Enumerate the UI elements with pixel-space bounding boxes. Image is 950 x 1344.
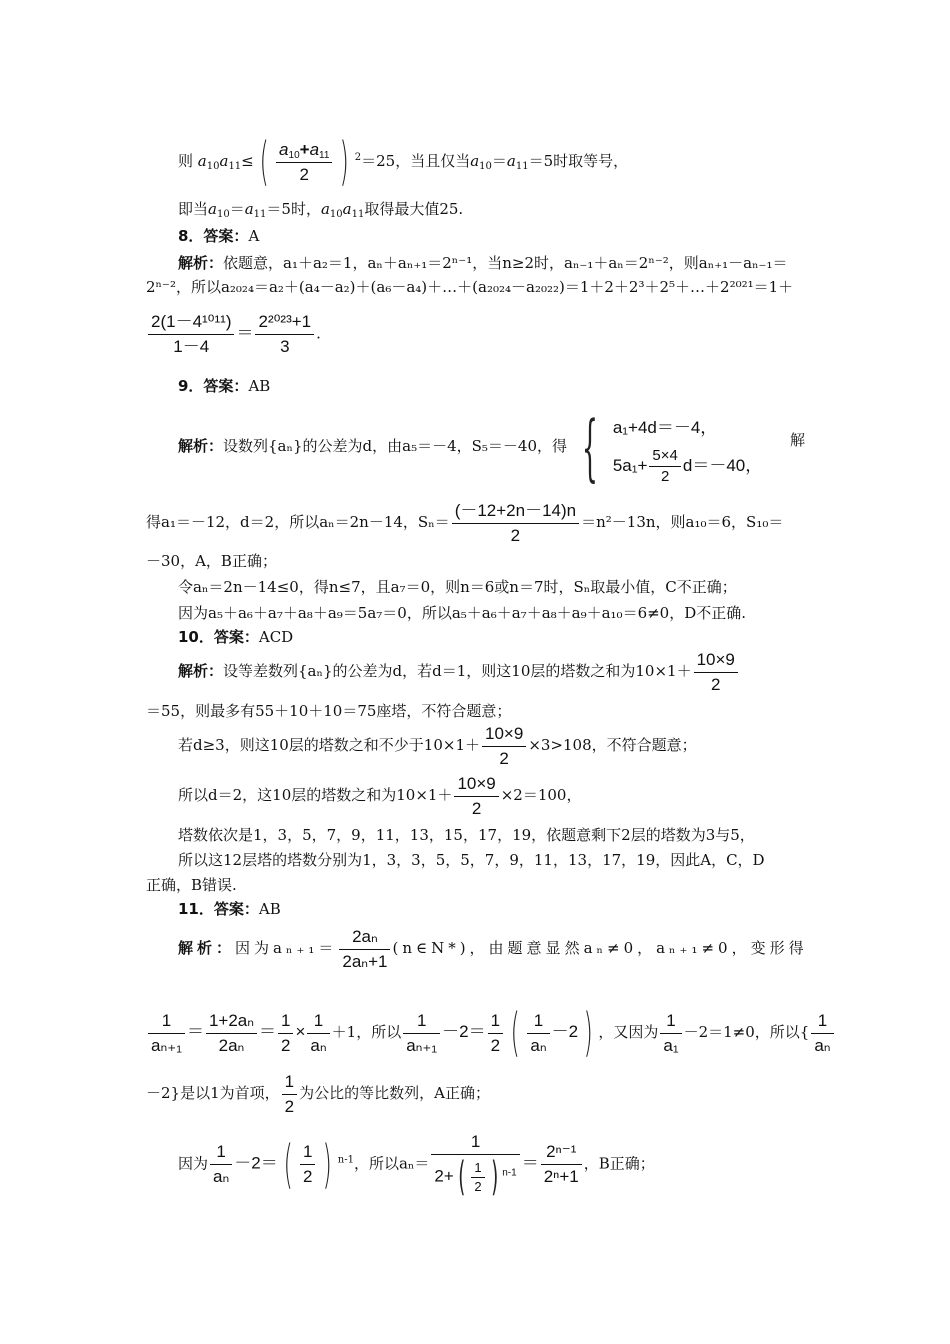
q10-analysis-line3: 若d≥3，则这10层的塔数之和不少于10×1＋ $\frac{10\times 9}{2}$ ×3>108，不符合题意； [178,723,697,768]
q10-analysis-line6: 所以这12层塔的塔数分别为1，3，3，5，5，7，9，11，13，17，19，因此A，C，D [178,851,765,869]
le-sign: ≤ [241,152,254,170]
q10-analysis-line7: 正确，B错误. [146,876,237,894]
q9-analysis-line1: 解析：设数列{aₙ}的公差为d，由a₅＝－4，S₅＝－40，得 { a₁+4d＝－4， 5a₁+ $\frac{5\times 4}{2}$ d＝－40， [178,405,763,489]
q9-analysis-line2: 得a₁＝－12，d＝2，所以aₙ＝2n－14，Sₙ＝ $\frac{(-12+2n-14)n}{2}$ ＝n²－13n，则a₁₀＝6，S₁₀＝ [146,500,784,545]
q9-answer: 9．答案：AB [178,377,271,395]
q11-analysis-line1: 解析：因为aₙ₊₁＝ $\frac{\text{2aₙ}}{\text{2aₙ+1}}$ (n∈N*)，由题意显然aₙ≠0，aₙ₊₁≠0，变形得 [178,926,808,971]
q10-analysis-line5: 塔数依次是1，3，5，7，9，11，13，15，17，19，依题意剩下2层的塔数为3与5， [178,826,755,844]
line-max-product: 则 $a_{10}a_{11}\le$ ( $\frac{a_{10}+a_{11}}{2}$ ) $^2$＝25，当且仅当$a_{10}=a_{11}=5$时取等号， [178,132,629,192]
q11-answer: 11．答案：AB [178,900,281,918]
q9-analysis-line3: －30，A，B正确； [146,552,277,570]
text: ＝25，当且仅当 [361,152,471,170]
q8-result: $\frac{\text{2(1－4¹⁰¹¹)}}{1-4}$ ＝ $\frac{\text{2²⁰²³+1}}{3}$ . [146,312,321,357]
q8-analysis-line1: 解析：依题意，a₁＋a₂＝1，aₙ＋aₙ₊₁＝2ⁿ⁻¹，当n≥2时，aₙ₋₁＋aₙ＝2ⁿ⁻²，则aₙ₊₁－aₙ₋₁＝ [178,254,788,272]
q9-analysis-line4: 令aₙ＝2n－14≤0，得n≤7，且a₇＝0，则n＝6或n＝7时，Sₙ取最小值，C不正确； [178,578,737,596]
q8-analysis-line2: 2ⁿ⁻²，所以a₂₀₂₄＝a₂＋(a₄－a₂)＋(a₆－a₄)＋…＋(a₂₀₂₄－a₂₀₂₂)＝1＋2＋2³＋2⁵＋…＋2²⁰²¹＝1＋ [146,278,794,296]
equation-system: a₁+4d＝－4， 5a₁+ $\frac{5\times 4}{2}$ d＝－40， [612,418,763,486]
q9-jie: 解 [790,431,806,449]
text: 则 [178,152,194,170]
q10-answer: 10．答案：ACD [178,628,294,646]
q10-analysis-line1: 解析：设等差数列{aₙ}的公差为d，若d＝1，则这10层的塔数之和为10×1＋ $\frac{10\times 9}{2}$ [178,648,740,695]
q8-answer: 8．答案：A [178,227,260,245]
q9-analysis-line5: 因为a₅＋a₆＋a₇＋a₈＋a₉＝5a₇＝0，所以a₅＋a₆＋a₇＋a₈＋a₉＋a₁₀＝6≠0，D不正确. [178,604,747,622]
line-max-value: 即当$a_{10}=a_{11}=5$时，$a_{10}a_{11}$取得最大值25. [178,200,464,220]
q10-analysis-line2: ＝55，则最多有55＋10＋10＝75座塔，不符合题意； [146,702,512,720]
q11-analysis-line3: －2}是以1为首项， $\frac{1}{2}$ 为公比的等比数列，A正确； [146,1071,490,1116]
q11-analysis-line2: $\frac{1}{\text{aₙ₊₁}}$ ＝ $\frac{\text{1+2aₙ}}{\text{2aₙ}}$ ＝ $\frac{1}{2}$ × $\frac{1}{\text{aₙ}}$ ＋1，所以 $\frac{1}{\text{aₙ₊₁}}$ －2＝ $\frac{1}{2}$ ( $\frac{1}{\text{aₙ}}$ －2 ) ，又因为 $\frac{1}{\text{a₁}}$ －2＝1≠0，所以{ $\frac{1}{\text{aₙ}}$ [146,1007,836,1059]
q10-analysis-line4: 所以d＝2，这10层的塔数之和为10×1＋ $\frac{10\times 9}{2}$ ×2＝100， [178,773,582,818]
text: ＝5时取等号， [528,152,629,170]
q11-analysis-line4: 因为 $\frac{1}{\text{aₙ}}$ －2＝ ( $\frac{1}{2}$ ) $^{n-1}$，所以aₙ＝ 1 2+ ( $\frac{1}{2}$ ) $^{n-1}$ ＝ $\frac{\text{2ⁿ⁻¹}}{\text{2ⁿ+1}}$ ，B正确； [178,1132,655,1200]
fraction-mean: $\frac{a_{10}+a_{11}}{2}$ [276,140,332,185]
